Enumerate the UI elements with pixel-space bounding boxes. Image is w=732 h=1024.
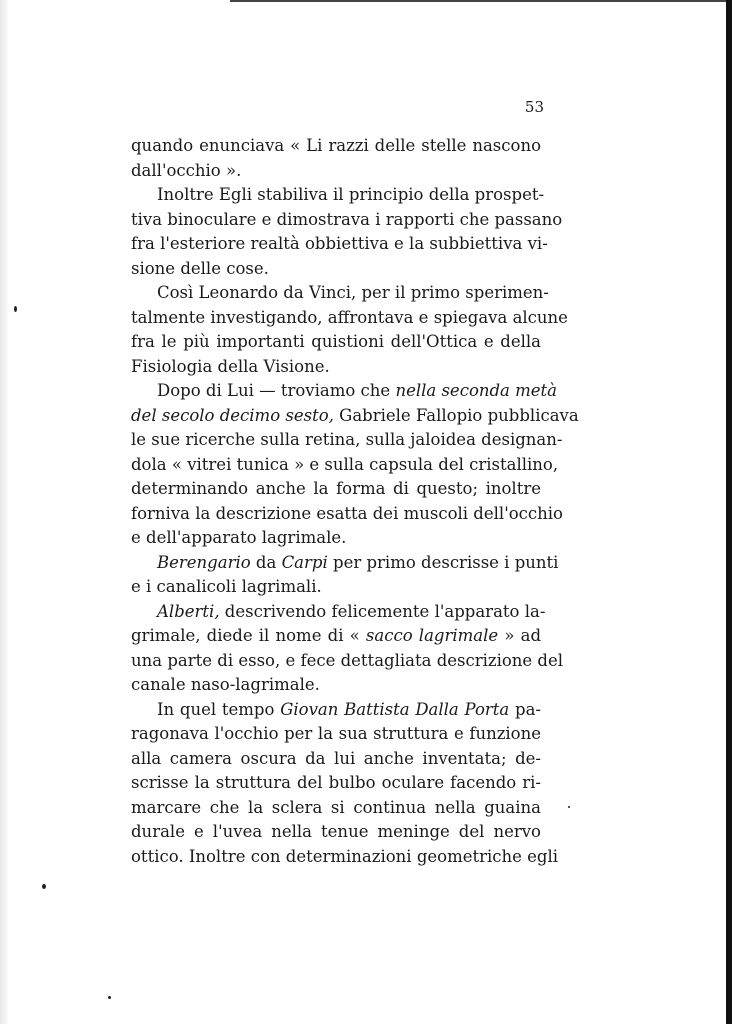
text-segment: pa-: [509, 699, 541, 719]
text-line: [131, 722, 541, 747]
text-segment: dola « vitrei tunica » e sulla capsula del cristallino,: [131, 454, 559, 474]
text-line: [131, 575, 541, 600]
page-top-border: [230, 0, 732, 2]
italic-text: Giovan Battista Dalla Porta: [280, 699, 510, 719]
page-left-edge: [0, 0, 10, 1024]
text-line: [131, 232, 548, 257]
text-segment: fra l'esteriore realtà obbiettiva e la subbiettiva vi-: [131, 234, 548, 253]
italic-text: Alberti,: [157, 601, 220, 621]
text-segment: Gabriele Fallopio pubblicava: [333, 405, 579, 425]
text-line: [131, 624, 541, 649]
text-segment: scrisse la struttura del bulbo oculare facendo ri-: [131, 773, 541, 792]
text-line: [131, 551, 559, 576]
text-segment: per primo descrisse i punti: [327, 552, 559, 572]
text-segment: e i canalicoli lagrimali.: [131, 577, 322, 596]
text-segment: In quel tempo: [157, 699, 281, 719]
text-line: [131, 183, 545, 208]
text-line: [131, 796, 541, 821]
italic-text: del secolo decimo sesto,: [131, 405, 334, 425]
italic-text: nella seconda metà: [395, 381, 558, 400]
text-segment: una parte di esso, e fece dettagliata descrizione del: [131, 650, 564, 670]
text-segment: descrivendo felicemente l'apparato la-: [219, 601, 546, 621]
text-segment: Fisiologia della Visione.: [131, 356, 330, 376]
text-line: [131, 330, 541, 355]
italic-text: Berengario: [157, 552, 251, 572]
italic-text: sacco lagrimale: [365, 626, 499, 645]
text-line: [131, 600, 546, 625]
margin-speck: [14, 306, 17, 312]
text-line: [131, 673, 541, 698]
text-segment: quando enunciava « Li razzi delle stelle nascono: [131, 136, 541, 155]
text-segment: » ad: [498, 626, 542, 645]
text-segment: Dopo di Lui — troviamo che: [157, 381, 396, 400]
text-segment: tiva binoculare e dimostrava i rapporti che passano: [131, 209, 563, 229]
text-segment: le sue ricerche sulla retina, sulla jaloidea designan-: [131, 430, 563, 449]
text-segment: talmente investigando, affrontava e spiegava alcune: [131, 307, 568, 327]
margin-speck: [42, 884, 46, 889]
text-segment: Inoltre Egli stabiliva il principio della prospet-: [157, 185, 545, 204]
text-line: [131, 771, 541, 796]
body-text: [131, 134, 579, 869]
text-segment: ottico. Inoltre con determinazioni geometriche egli: [131, 846, 559, 866]
text-segment: ragonava l'occhio per la sua struttura e funzione: [131, 724, 541, 743]
text-segment: grimale, diede il nome di «: [131, 626, 366, 645]
text-line: [131, 281, 549, 306]
text-segment: marcare che la sclera si continua nella guaina: [131, 797, 541, 817]
text-line: [131, 747, 541, 772]
text-line: [131, 355, 541, 380]
text-segment: durale e l'uvea nella tenue meninge del nervo: [131, 822, 541, 841]
text-segment: sione delle cose.: [131, 258, 269, 278]
text-line: [131, 526, 541, 551]
italic-text: Carpi: [281, 552, 328, 572]
text-line: [131, 306, 568, 331]
text-line: [131, 159, 541, 184]
text-segment: determinando anche la forma di questo; inoltre: [131, 479, 541, 498]
text-line: [131, 477, 541, 502]
text-line: [131, 453, 559, 478]
text-line: [131, 134, 541, 159]
text-line: [131, 502, 563, 527]
text-line: [131, 698, 541, 723]
text-segment: forniva la descrizione esatta dei muscoli dell'occhio: [131, 503, 563, 523]
text-segment: dall'occhio ».: [131, 160, 242, 180]
text-line: [131, 404, 579, 429]
text-segment: e dell'apparato lagrimale.: [131, 528, 347, 547]
margin-speck: [108, 996, 111, 999]
text-segment: canale naso-lagrimale.: [131, 675, 320, 694]
text-segment: da: [250, 552, 282, 572]
text-line: [131, 820, 541, 845]
text-line: [131, 845, 559, 870]
text-segment: alla camera oscura da lui anche inventata; de-: [131, 748, 541, 768]
text-segment: Così Leonardo da Vinci, per il primo sperimen-: [157, 283, 549, 302]
margin-speck: [568, 806, 570, 808]
text-line: [131, 257, 541, 282]
text-segment: fra le più importanti quistioni dell'Ottica e della: [131, 332, 541, 351]
page-right-border: [726, 0, 732, 1024]
text-line: [131, 649, 564, 674]
text-line: [131, 379, 558, 404]
text-line: [131, 428, 563, 453]
text-line: [131, 208, 563, 233]
page-number: 53: [524, 98, 544, 116]
